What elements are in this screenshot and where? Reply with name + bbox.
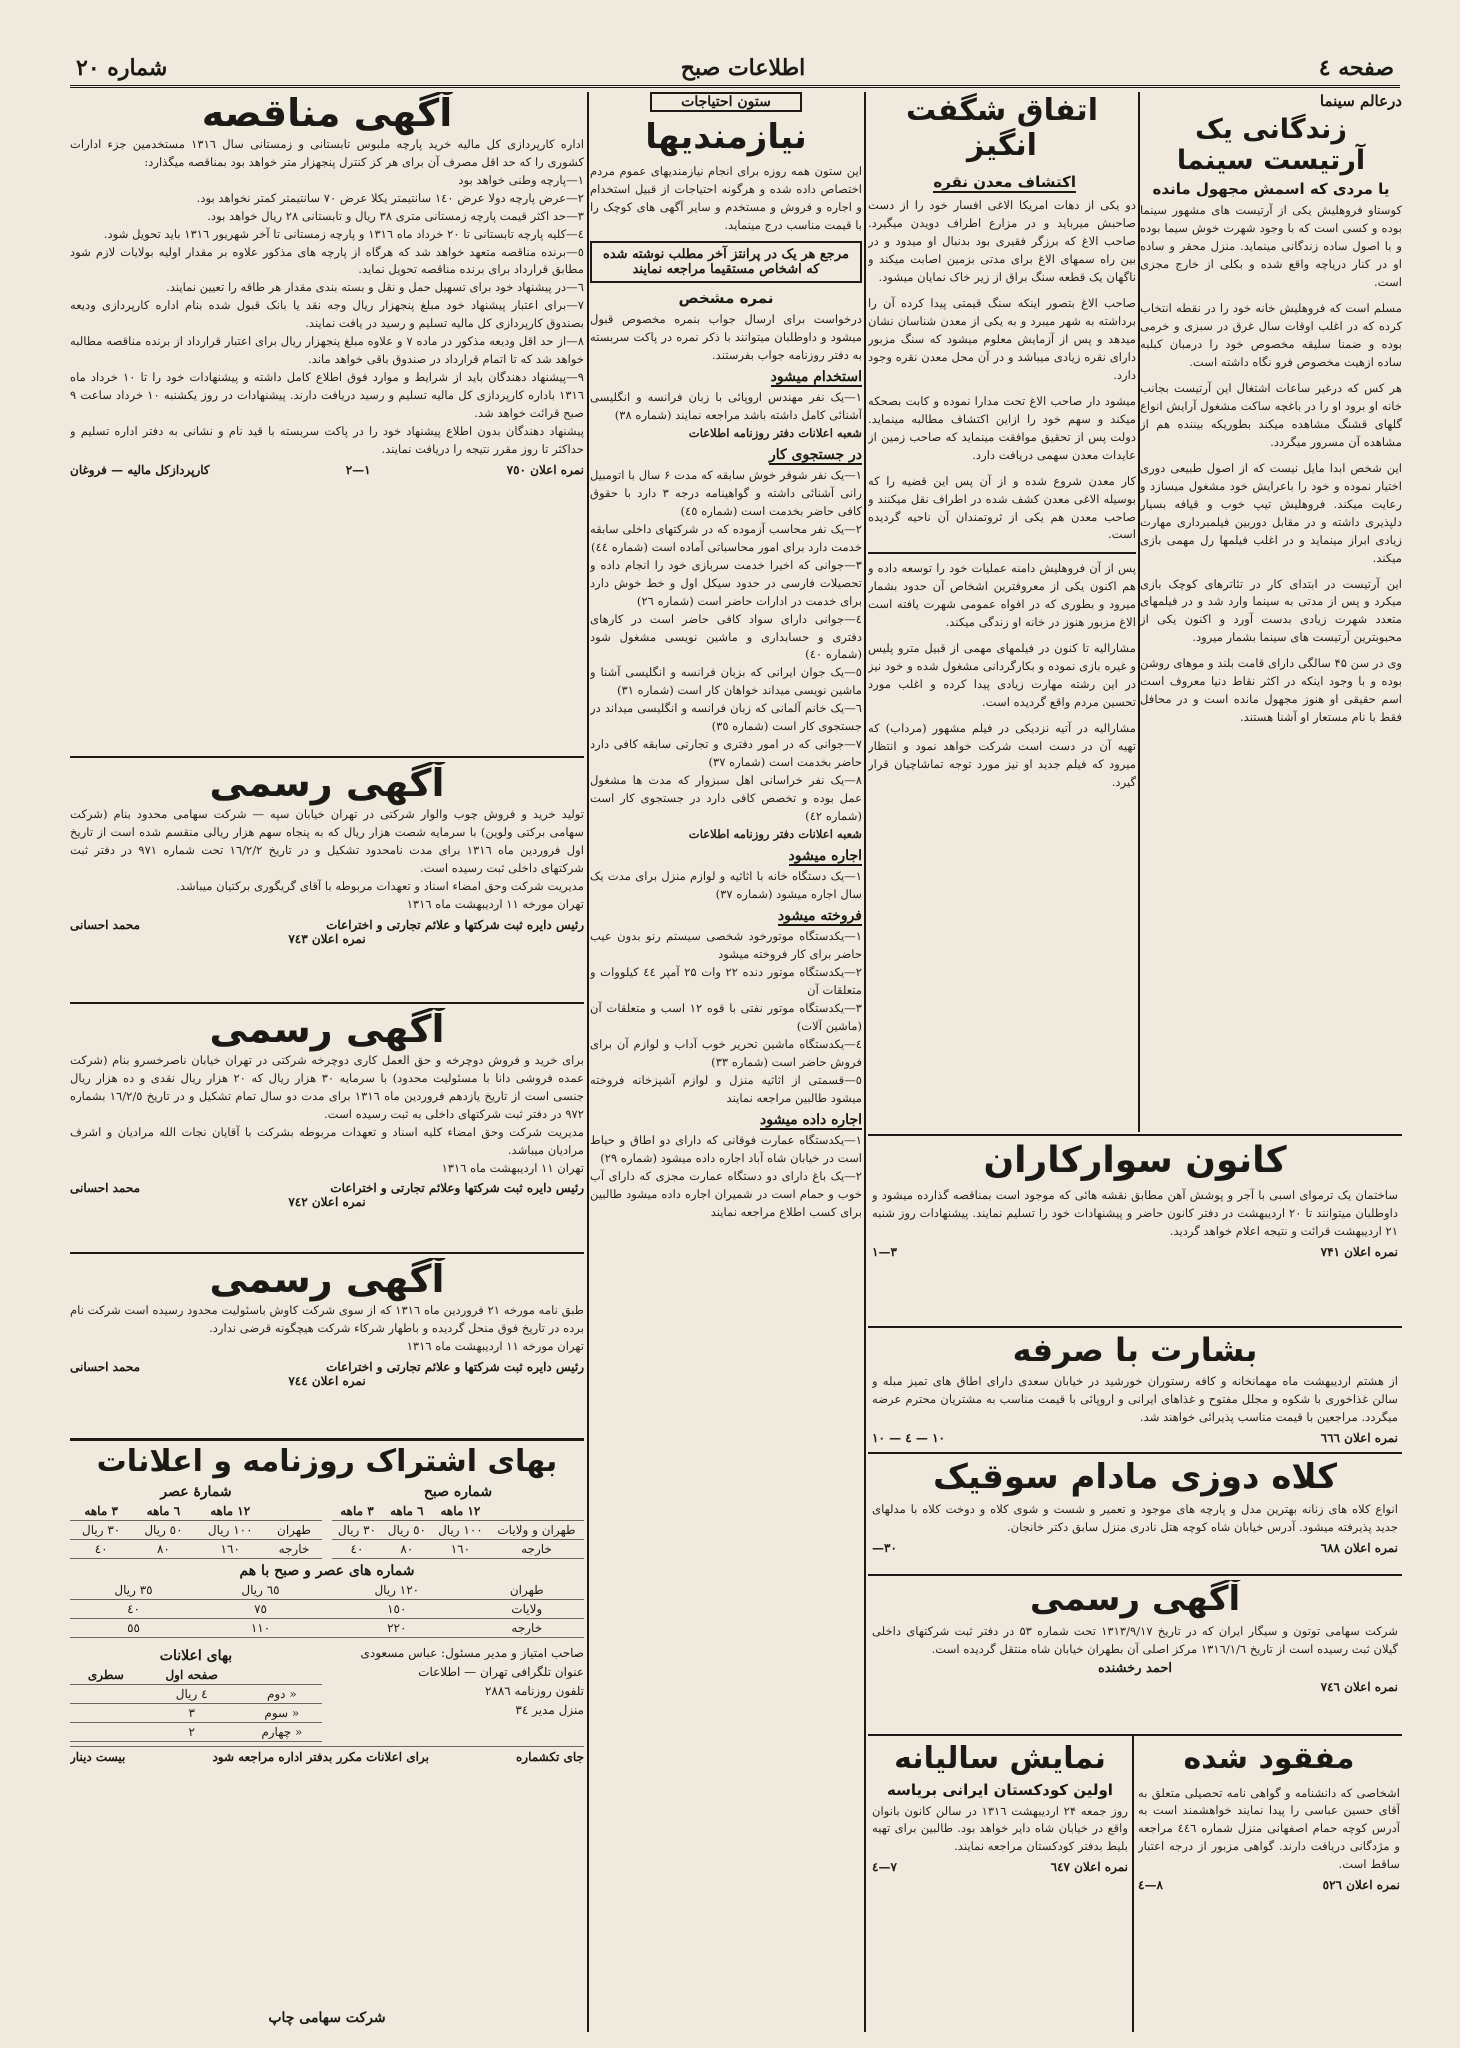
rates-title: شماره صبح — [423, 1483, 493, 1500]
divider — [70, 1438, 584, 1441]
rates-header: صفحه اول — [142, 1666, 242, 1685]
rates-cell — [70, 1722, 142, 1741]
classifieds-headline: نیازمندیها — [645, 117, 807, 157]
rates-cell: ٣ — [142, 1703, 242, 1722]
date-line: تهران مورخه ۱۱ اردیبهشت ماه ۱۳۱٦ — [406, 896, 584, 911]
classified-item: ٤—جوانی دارای سواد کافی حاضر است در کارهای دفتری و حسابداری و ماشین نویسی مشغول شود (شماره ٤٠) — [590, 611, 862, 662]
paragraph: انواع کلاه های زنانه بهترین مدل و پارچه های موجود و تعمیر و شست و شوی کلاه و دوخت کلاه با مدلهای جدید پذیرفته میشود. آدرس خیابان شاه کوچه هتل نادری منزل سابق دکتر خانجان. — [872, 1502, 1398, 1535]
cinema-kicker: درعالم سینما — [1319, 92, 1402, 110]
paragraph: پس از آن فروهلیش دامنه عملیات خود را توسعه داده و هم اکنون یکی از معروفترین اشخاص آن حدود بشمار میرود و بطوری که در افواه عمومی شهرت یافته است الاغ مزبور هنوز در خانه او زندگی میکند. — [868, 561, 1136, 630]
ad-run: ۱۰ — ٤ — ۱۰ — [872, 1430, 945, 1445]
notice-headline: آگهی رسمی — [209, 1258, 445, 1301]
ad-footer — [1138, 1878, 1400, 1892]
rates-header — [489, 1502, 584, 1521]
rates-cell: ۱٦٠ — [195, 1539, 266, 1558]
rates-cell: ۳٠ ریال — [332, 1520, 382, 1539]
divider — [70, 1252, 584, 1254]
printer: شرکت سهامی چاپ — [268, 2010, 386, 2026]
page-label: صفحه ٤ — [1318, 55, 1394, 81]
silver-subhead: اکتشاف معدن نقره — [933, 173, 1076, 191]
ad-number: نمره اعلان ٦٨٨ — [1320, 1541, 1398, 1556]
ad-footer — [70, 463, 584, 477]
divider — [868, 1134, 1402, 1136]
namayesh-headline: نمایش سالیانه — [894, 1742, 1106, 1776]
classified-item: ۱—یک نفر شوفر خوش سابقه که مدت ۶ سال با اتومبیل رانی آشنائی داشته و گواهینامه درجه ۳ دارد با حقوق کافی حاضر بخدمت است (شماره ٤٥) — [590, 467, 862, 518]
rates-table — [70, 1581, 584, 1638]
rates-label: طهران — [470, 1581, 584, 1600]
ad-run: ۳—۱ — [872, 1245, 897, 1260]
classified-item: ۸—یک نفر خراسانی اهل سبزوار که مدت ها مشغول عمل بوده و تخصص کافی دارد در جستجوی کار است (شماره ٤٢) — [590, 773, 862, 824]
paragraph: تولید خرید و فروش چوب والوار شرکتی در تهران خیابان سپه — شرکت سهامی محدود بنام (شرکت سهامی برکتی ولوین) با سرمایه شصت هزار ریال که به پنجاه سهم هزار ریالی منقسم شده است از تاریخ اول فروردین ماه ۱۳۱٦ برای مدت نامحدود تشکیل و در تاریخ ۱٦/۲/۲ تحت شماره ۹۷۱ در دفتر ثبت شرکتهای داخلی ثبت رسیده است. — [70, 806, 584, 875]
signature: محمد احسانی — [70, 917, 141, 932]
rates-table — [332, 1502, 584, 1559]
rates-title: شمارهٔ عصر — [160, 1483, 232, 1500]
ad-number: نمره اعلان ٦٦٦ — [1320, 1430, 1398, 1445]
besharat-headline: بشارت با صرفه — [1012, 1332, 1258, 1369]
namayesh-subhead: اولین کودکستان ایرانی بریاسه — [887, 1780, 1113, 1799]
rates-cell: ۱٠٠ ریال — [432, 1520, 489, 1539]
rates-cell: ٤٠ — [332, 1539, 382, 1558]
rates-header: ٦ ماهه — [382, 1502, 432, 1521]
signature: محمد احسانی — [70, 1359, 141, 1374]
subsection-title: نمره مشخص — [678, 288, 774, 307]
paragraph: ٥—برنده مناقصه متعهد خواهد شد که هرگاه از پارچه های مذکور علاوه بر مقدار اولیه بولایات لازم شود مطابق قرارداد برای برنده مناقصه تحویل نماید. — [70, 244, 584, 277]
paragraph: ٦—در پیشنهاد خود برای تسهیل حمل و نقل و بسته بندی مقدار هر طاقه را تعیین نمایند. — [166, 280, 584, 295]
paragraph: طبق نامه مورخه ۲۱ فروردین ماه ۱۳۱٦ که از سوی شرکت کاوش باسئولیت محدود رسیده است شرکت نام برده در تاریخ فوق منحل گردیده و باطهار شرکاء شرکت هیچگونه قرضی ندارد. — [70, 1302, 584, 1335]
section-tag: در جستجوی کار — [768, 446, 862, 463]
section-tag: اجاره میشود — [788, 848, 862, 865]
paragraph: ۲—عرض پارچه دولا عرض ۱٤٠ سانتیمتر یکلا عرض ۷٠ سانتیمتر کمتر نخواهد بود. — [196, 190, 584, 205]
sobh-rates — [332, 1480, 584, 1559]
office-note: شعبه اعلانات دفتر روزنامه اطلاعات — [688, 827, 862, 842]
ad-footer — [872, 1431, 1398, 1445]
ad-run: ۳۰— — [872, 1541, 897, 1556]
paragraph: ۱—پارچه وطنی خواهد بود — [458, 172, 584, 187]
ad-footer — [70, 1181, 584, 1195]
issue-label: شماره ۲۰ — [76, 55, 168, 81]
asr-rates — [70, 1480, 322, 1559]
rates-label: خارجه — [470, 1618, 584, 1637]
classified-item: ٦—یک خانم آلمانی که زبان فرانسه و انگلیسی میداند در جستجوی کار است (شماره ۳٥) — [590, 701, 862, 734]
divider — [868, 1326, 1402, 1328]
rates-header: ۳ ماهه — [70, 1502, 132, 1521]
ad-footer — [70, 918, 584, 932]
paragraph: مشارالیه در آتیه نزدیکی در فیلم مشهور (مرداب) که تهیه آن در دست است شرکت خواهد نمود و انتظار میرود که فیلم جدید او نیز مورد توجه تماشاچیان قرار گیرد. — [868, 721, 1136, 790]
mafghood-headline: مفقود شده — [1183, 1742, 1355, 1776]
ad-number: نمره اعلان ۷۴۱ — [1320, 1245, 1398, 1260]
paragraph: ٤—کلیه پارچه تابستانی تا ۲٠ خرداد ماه ۱۳۱٦ و پارچه زمستانی تا آخر شهریور ۱۳۱٦ باید تحویل شود. — [103, 226, 584, 241]
ad-footer — [872, 1680, 1398, 1694]
paragraph: دو یکی از دهات امریکا الاغی افسار خود را از دست صاحبش میرباید و در مزارع اطراف دویدن میگیرد. صاحب الاغ که برزگر فقیری بود بدنبال او میدود و در بین راه سمهای الاغ برای مدتی بزمین اصابت میکند و ناگهان یک قطعه سنگ براق از زیر خاک نمایان میشود. — [868, 198, 1136, 284]
rates-cell: ۲۲٠ — [324, 1618, 470, 1637]
rates-cell: ٤٠ — [70, 1599, 197, 1618]
signature: کارپردازکل مالیه — فروغان — [70, 463, 210, 478]
rates-cell: ۸٠ — [132, 1539, 194, 1558]
rates-cell: ۸٠ — [382, 1539, 432, 1558]
notice-headline: آگهی رسمی — [209, 1008, 445, 1051]
rates-cell: ٤٠ — [70, 1539, 132, 1558]
classified-item: ۷—جوانی که در امور دفتری و تجارتی سابقه کافی دارد حاضر بخدمت است (شماره ۳۷) — [590, 737, 862, 770]
ad-number: نمره اعلان ۷٤٣ — [288, 931, 366, 946]
rates-header: ۳ ماهه — [332, 1502, 382, 1521]
rates-cell: ٢ — [142, 1722, 242, 1741]
note-box: مرجع هر یک در پرانتز آخر مطلب نوشته شده که اشخاص مستقیما مراجعه نمایند — [590, 241, 862, 283]
divider — [70, 756, 584, 758]
classified-item: ۱—یکدستگاه موتورخود شخصی سیستم رنو بدون عیب حاضر برای کار فروخته میشود — [590, 929, 862, 962]
paragraph: صاحب الاغ بتصور اینکه سنگ قیمتی پیدا کرده آن را برداشته به شهر میبرد و به یکی از معدن شناسان نشان میدهد و پس از آزمایش معلوم میشود که سنگ مزبور دارای نقره زیادی میباشد و در آن محل معدن نقره وجود دارد. — [868, 295, 1136, 382]
paragraph: ۷—برای اعتبار پیشنهاد خود مبلغ پنجهزار ریال وجه نقد یا بانک قبول شده بنام اداره کارپردازی ودیعه بصندوق کارپردازی کل مالیه تسلیم و رسید در یافت نمایند. — [70, 298, 584, 331]
ad-run: ۱—۲ — [345, 463, 371, 478]
classified-item: ۳—یکدستگاه موتور نفتی با قوه ۱۲ اسب و متعلقات آن (ماشین آلات) — [590, 1000, 862, 1033]
rates-header — [242, 1666, 322, 1685]
kanoon-headline: کانون سوارکاران — [983, 1140, 1287, 1181]
divider — [868, 1734, 1402, 1736]
section-tag: فروخته میشود — [777, 908, 862, 925]
section-tag: اجاره داده میشود — [759, 1111, 862, 1128]
rates-cell: ۱۱٠ — [197, 1618, 324, 1637]
kolah-headline: کلاه دوزی مادام سوقیک — [932, 1458, 1338, 1497]
paragraph: مدیریت شرکت وحق امضاء کلیه اسناد و تعهدات مربوطه بشرکت با آقایان نجات الله مرادیان و اشرف مرادیان میباشد. — [70, 1124, 584, 1157]
publisher-line: عنوان تلگرافی تهران — اطلاعات — [418, 1664, 584, 1679]
divider — [868, 1574, 1402, 1576]
divider — [868, 1452, 1402, 1454]
rates-cell: ٦٥ ریال — [197, 1581, 324, 1600]
classified-item: ٤—یکدستگاه ماشین تحریر خوب آداب و لوازم آن برای فروش حاضر است (شماره ۳۳) — [590, 1036, 862, 1069]
classifieds-column — [590, 92, 862, 2032]
classified-item: ۳—جوانی که اخیرا خدمت سربازی خود را انجام داده و تحصیلات فارسی در حدود سیکل اول و خط خوش دارد برای خدمت در ادارات حاضر است (شماره ۲٦) — [590, 557, 862, 608]
publisher-line: صاحب امتیاز و مدیر مسئول: عباس مسعودی — [360, 1645, 584, 1660]
section-tag: استخدام میشود — [770, 368, 862, 385]
classified-item: ۱—یکدستگاه عمارت فوقانی که دارای دو اطاق و حیاط است در خیابان شاه آباد اجاره داده میشود (شماره ۲۹) — [590, 1132, 862, 1165]
rates-title: بهای اعلانات — [159, 1647, 233, 1664]
signature: محمد احسانی — [70, 1181, 141, 1196]
price-note: جای تکشماره — [516, 1749, 584, 1764]
section-label: ستون احتیاجات — [650, 92, 802, 112]
ad-footer — [872, 1541, 1398, 1555]
kanoon-ad — [872, 1140, 1398, 1322]
rates-header — [266, 1502, 322, 1521]
rasmi-right-headline: آگهی رسمی — [1029, 1580, 1241, 1619]
rates-cell — [70, 1703, 142, 1722]
rates-cell: ۳٠ ریال — [70, 1520, 132, 1539]
paragraph: ۳—حد اکثر قیمت پارچه زمستانی متری ۳۸ ریال و تابستانی ۲۸ ریال خواهد بود. — [207, 208, 584, 223]
rates-cell — [70, 1684, 142, 1703]
besharat-ad — [872, 1332, 1398, 1448]
classified-item: ۲—یک نفر محاسب آزموده که در شرکتهای داخلی سابقه خدمت دارد برای امور محاسباتی آماده است (شماره ٤٤) — [590, 521, 862, 554]
subscription-box — [70, 1445, 584, 1764]
ad-number: نمره اعلان ۷٥٠ — [506, 463, 584, 478]
ad-run: ۷—٤ — [872, 1860, 897, 1875]
rates-table — [70, 1666, 322, 1742]
rates-table — [70, 1502, 322, 1559]
official-notice-2 — [70, 1008, 584, 1248]
registrar: رئیس دایره ثبت شرکتها وعلائم تجارتی و اختراعات — [330, 1181, 584, 1196]
paragraph: وی در سن ۴۵ سالگی دارای قامت بلند و موهای روشن بوده و با وجود اینکه در اکثر نقاط دنیا معروف است اسم حقیقی او هنوز مجهول مانده است و در محافل فقط با نام مستعار او آشنا هستند. — [1140, 656, 1402, 725]
registrar: رئیس دایره ثبت شرکتها و علائم تجارتی و اختراعات — [326, 917, 584, 932]
rates-label: خارجه — [266, 1539, 322, 1558]
mafghood-ad — [1138, 1742, 1400, 2030]
paragraph: پیشنهاد دهندگان بدون اطلاع پیشنهاد خود را در پاکت سربسته با قید نام و نشانی به دفتر اداره تسلیم و حداکثر تا روز مقرر نتیجه را دریافت نمایند. — [70, 424, 584, 457]
rates-label: « دوم — [242, 1684, 322, 1703]
kolah-ad — [872, 1458, 1398, 1570]
paragraph: اداره کارپردازی کل مالیه خرید پارچه ملبوس تابستانی و زمستانی سال ۱۳۱٦ مستخدمین جزء ادارات کشوری را که حد اقل مصرف آن برای هر کز کنترل پنجهزار متر خواهد بود بمناقصه میگذارد: — [70, 136, 584, 169]
tender-notice — [70, 92, 584, 752]
rates-cell: ٥٠ ریال — [132, 1520, 194, 1539]
rates-cell: ۱٠٠ ریال — [195, 1520, 266, 1539]
rates-cell: ٥٥ — [70, 1618, 197, 1637]
date-line: تهران ۱۱ اردیبهشت ماه ۱۳۱٦ — [441, 1160, 584, 1175]
rates-cell: ۱٦٠ — [432, 1539, 489, 1558]
tender-headline: آگهی مناقصه — [201, 92, 453, 135]
rates-label: طهران و ولایات — [489, 1520, 584, 1539]
paragraph: روز جمعه ۲۴ اردیبهشت ۱۳۱٦ در سالن کانون بانوان واقع در خیابان شاه دایر خواهد بود. طالبین برای تهیه بلیط بدفتر کودکستان مراجعه نمایند. — [872, 1803, 1128, 1854]
column-rule — [1132, 1736, 1134, 2032]
rates-cell: ٥٠ ریال — [382, 1520, 432, 1539]
column-rule — [587, 92, 589, 2032]
paragraph: شرکت سهامی توتون و سیگار ایران که در تاریخ ۱۳۱۳/۹/۱۷ تحت شماره ۵۳ در دفتر ثبت شرکتهای داخلی گیلان ثبت رسیده است از تاریخ ۱۳۱٦/۱/٦ مرکز اصلی آن بطهران خیابان شاه منتقل گردیده است. — [872, 1624, 1398, 1657]
paragraph: درخواست برای ارسال جواب بنمره مخصوص قبول میشود و داوطلبان میتوانند با ذکر نمره در پاکت سربسته به دفتر روزنامه جواب بفرستند. — [590, 311, 862, 362]
ad-footer — [70, 1360, 584, 1374]
paragraph: هر کس که درغیر ساعات اشتغال این آرتیست بجانب خانه او برود او را در باغچه ساکت مشغول آرایش انواع گلهای قشنگ مشاهده میکند بطوریکه بیننده هم از مشاهده آن مسرور میگردد. — [1140, 380, 1402, 449]
paragraph: مشارالیه تا کنون در فیلمهای مهمی از قبیل مترو پلیس و غیره بازی نموده و بکارگردانی مشغول شده و خود نیز در این رشته مهارت زیادی پیدا کرده و اغلب مورد تحسین مردم واقع گردیده است. — [868, 641, 1136, 710]
ad-number: نمره اعلان ٦٤۷ — [1050, 1860, 1128, 1875]
classified-item: ۲—یک باغ دارای دو دستگاه عمارت مجزی که دارای آب خوب و حمام است در شمیران اجاره داده میشود طالبین برای کسب اطلاع مراجعه نمایند — [590, 1168, 862, 1219]
ad-footer — [872, 1860, 1128, 1874]
column-rule — [864, 92, 866, 2032]
paragraph: این ستون همه روزه برای انجام نیازمندیهای عموم مردم اختصاص داده شده و هرگونه احتیاجات از قبیل استخدام و اجاره و فروش و مستخدم و سایر آگهی های کوچک را با قیمت مناسب درج مینماید. — [590, 164, 862, 232]
paragraph: این شخص ابدا مایل نیست که از اصول طبیعی دوری اختیار نموده و خود را باعرایش خود مشغول میسازد و رعایت میکند. فروهلیش تیپ خوب و قیافه بسیار دلپذیری داشته و در مقابل دوربین فیلمبرداری مهارت زیادی ابراز مینماید و در اغلب فیلمها رل مهمی بازی میکند. — [1140, 460, 1402, 565]
masthead — [70, 52, 1400, 88]
classified-item: ٥—قسمتی از اثاثیه منزل و لوازم آشپزخانه فروخته میشود طالبین مراجعه نمایند — [590, 1072, 862, 1105]
paragraph: اشخاصی که دانشنامه و گواهی نامه تحصیلی متعلق به آقای حسین عباسی را پیدا نمایند خواهشمند است به آدرس کوچه حمام اصفهانی منزل شماره ٤٤٦ مراجعه و مژدگانی دریافت دارند. گواهی مزبور از درجه اعتبار ساقط است. — [1138, 1785, 1400, 1872]
paragraph: مسلم است که فروهلیش خانه خود را در نقطه انتخاب کرده که در اغلب اوقات سال غرق در سبزی و خرمی بوده و ضمنا سلیقه مخصوص خود را درمبان کبلبه ساده ازهیت مخصوص فرو نگاه داشته است. — [1140, 300, 1402, 369]
rates-cell: ۱٥٠ — [324, 1599, 470, 1618]
paragraph: کار معدن شروع شده و از آن پس این قضیه را که بوسیله الاغی معدن کشف شده در اطراف نقل میکنند و صاحب معدن هم یکی از ثروتمندان آن ناحیه گردیده است. — [868, 473, 1136, 542]
namayesh-ad — [872, 1742, 1128, 2030]
paragraph: این آرتیست در ابتدای کار در تئاترهای کوچک بازی میکرد و پس از مدتی به سینما وارد شد و در فیلمهای متعدد شهرت زیادی بدست آورد و اکنون یکی از محبوبترین آرتیست های سینما بشمار میرود. — [1140, 576, 1402, 645]
rates-label: طهران — [266, 1520, 322, 1539]
divider — [868, 552, 1136, 554]
classified-item: ۱—یک نفر مهندس اروپائی با زبان فرانسه و انگلیسی آشنائی کامل داشته باشد مراجعه نمایند (شماره ۳۸) — [590, 389, 862, 422]
rates-header: سطری — [70, 1666, 142, 1685]
notices-column — [70, 92, 584, 2032]
publisher-line: منزل مدیر ۳٤ — [515, 1703, 584, 1718]
ads-note: برای اعلانات مکرر بدفتر اداره مراجعه شود — [212, 1749, 429, 1764]
rates-cell: ۷٥ — [197, 1599, 324, 1618]
office-note: شعبه اعلانات دفتر روزنامه اطلاعات — [688, 425, 862, 440]
signature: احمد رخشنده — [1098, 1661, 1172, 1677]
paragraph: از هشتم اردیبهشت ماه مهمانخانه و کافه رستوران خورشید در خیابان سعدی دارای اطاق های تمیز مبله و سالن غذاخوری با شکوه و مجلل مفتوح و غذاهای ایرانی و اروپائی با قیمت مناسب به مشتریان محترم عرضه میگردد. مراجعین با قیمت مناسب پذیرائی خواهند شد. — [872, 1373, 1398, 1424]
registrar: رئیس دایره ثبت شرکتها و علائم تجارتی و اختراعات — [326, 1359, 584, 1374]
price-footer — [70, 1746, 584, 1764]
rasmi-right-ad — [872, 1580, 1398, 1730]
subscription-headline: بهای اشتراک روزنامه و اعلانات — [96, 1444, 558, 1479]
paragraph: ساختمان یک ترموای اسبی با آجر و پوشش آهن مطابق نقشه هائی که موجود است بمناقصه گذارده میشود و داوطلبان میتوانند تا ۲۰ اردیبهشت در دفتر کانون حاضر و پیشنهادات خود را تسلیم نمایند. پیشنهادات روز شنبه ۲۱ اردیبهشت قرائت و نتیجه اعلام خواهد گردید. — [872, 1188, 1398, 1239]
rates-header: ۱۲ ماهه — [432, 1502, 489, 1521]
silver-headline: اتفاق شگفت انگیز — [906, 93, 1098, 163]
date-line: تهران مورخه ۱۱ اردیبهشت ماه ۱۳۱٦ — [406, 1338, 584, 1353]
classified-item: ۲—یکدستگاه موتور دنده ۲۲ وات ۲۵ آمپر ٤٤ کیلووات و متعلقات آن — [590, 965, 862, 997]
classified-item: ۱—یک دستگاه خانه با اثاثیه و لوازم منزل برای مدت یک سال اجاره میشود (شماره ۳۷) — [590, 869, 862, 902]
ad-number: نمره اعلان ٥٢٦ — [1322, 1878, 1400, 1893]
official-notice-1 — [70, 762, 584, 998]
divider — [70, 1002, 584, 1004]
price-label: بیست دینار — [70, 1749, 126, 1764]
notice-headline: آگهی رسمی — [209, 762, 445, 805]
rates-cell: ۳٥ ریال — [70, 1581, 197, 1600]
rates-header: ٦ ماهه — [132, 1502, 194, 1521]
publisher-info — [332, 1644, 584, 1742]
rates-label: خارجه — [489, 1539, 584, 1558]
ad-number: نمره اعلان ۷٤٦ — [1320, 1680, 1398, 1695]
paragraph: ۸—از حد اقل ودیعه مذکور در ماده ۷ و علاوه مبلغ پنجهزار ریال برای اعتبار قرارداد از برنده مناقصه مطالبه خواهد شد که تا اتمام قرارداد در صندوق باقی خواهد ماند. — [70, 334, 584, 367]
classified-item: ٥—یک جوان ایرانی که بزبان فرانسه و انگلیسی آشنا و ماشین نویسی میداند خواهان کار است (شماره ۳۱) — [590, 665, 862, 698]
cinema-subhead: یا مردی که اسمش مجهول مانده — [1152, 180, 1390, 199]
ad-run: ۸—٤ — [1138, 1878, 1163, 1893]
ad-footer — [872, 1245, 1398, 1259]
ads-rates — [70, 1644, 322, 1742]
rates-label: « سوم — [242, 1703, 322, 1722]
paragraph: کوستاو فروهلیش یکی از آرتیست های مشهور سینما بوده و کسی است که با وجود شهرت خوش سیما بوده و با اصول ساده زندگانی مینماید. منزل محقر و ساده او در کنار دریاچه واقع شده و بکلی از خارج مجزی است. — [1140, 203, 1402, 289]
cinema-article — [1140, 92, 1402, 1130]
ad-number: نمره اعلان ۷٤۲ — [288, 1195, 366, 1210]
rates-label: ولایات — [470, 1599, 584, 1618]
publisher-line: تلفون روزنامه ۲۸۸٦ — [484, 1683, 584, 1698]
rates-title: شماره های عصر و صبح با هم — [239, 1562, 415, 1579]
ad-number: نمره اعلان ۷٤٤ — [288, 1373, 366, 1388]
paragraph: برای خرید و فروش دوچرخه و حق العمل کاری دوچرخه شرکتی در تهران خیابان ناصرخسرو بنام (شرکت عمده فروشی دانا با مسئولیت محدود) با سرمایه ۳٠ هزار ریال که ۲٠ هزار ریال نقدی و ده هزار ریال جنسی است از تاریخ یازدهم فروردین ماه ۱۳۱٦ برای مدت دو سال تمام تشکیل و در تاریخ ۱٦/۲/٥ بشماره ۹۷۲ در دفتر ثبت شرکتهای داخلی به ثبت رسیده است. — [70, 1052, 584, 1121]
silver-mine-article — [868, 92, 1136, 1130]
paragraph: ۹—پیشنهاد دهندگان باید از شرایط و موارد فوق اطلاع کامل داشته و پیشنهادات خود را تا ۱٠ خرداد ماه ۱۳۱٦ باداره کارپردازی کل مالیه تسلیم و رسید دریافت دارند. پیشنهادات در روز یکشنبه ۱٠ خرداد ساعت ۹ صبح قرائت خواهد شد. — [70, 370, 584, 421]
rates-label: « چهارم — [242, 1722, 322, 1741]
paper-name: اطلاعات صبح — [680, 55, 806, 81]
paragraph: میشود دار صاحب الاغ تحت مدارا نموده و کابت بصحکه میکند و سهم خود را ازاین اکتشاف مطالبه مینماید. دولت پس از تحقیق موافقت مینماید که صاحب زمین از عایدات معدن سهمی دریافت دارد. — [868, 393, 1136, 462]
rates-cell: ۱۲٠ ریال — [324, 1581, 470, 1600]
cinema-headline: زندگانی یک آرتیست سینما — [1176, 114, 1366, 177]
rates-header: ۱۲ ماهه — [195, 1502, 266, 1521]
rates-cell: ٤ ریال — [142, 1684, 242, 1703]
official-notice-3 — [70, 1258, 584, 1434]
paragraph: مدیریت شرکت وحق امضاء اسناد و تعهدات مربوطه با آقای گریگوری برکتیان میباشد. — [176, 878, 584, 893]
